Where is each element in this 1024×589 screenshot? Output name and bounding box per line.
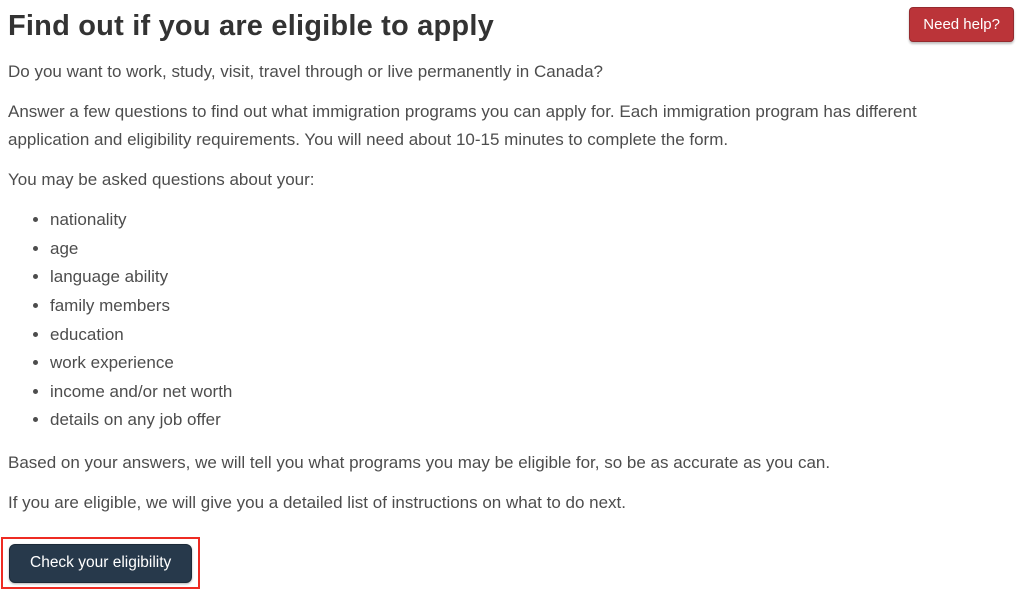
list-item-family-members: • family members [50, 292, 1014, 321]
list-item-income-net-worth: • income and/or net worth [50, 378, 1014, 407]
intro-paragraph: Do you want to work, study, visit, travel through or live permanently in Canada? [8, 62, 603, 82]
check-eligibility-button[interactable]: Check your eligibility [9, 544, 192, 583]
list-item-language-ability: • language ability [50, 263, 1014, 292]
list-item-nationality: • nationality [50, 206, 1014, 235]
list-item-education: • education [50, 321, 1014, 350]
list-item-work-experience: • work experience [50, 349, 1014, 378]
question-topics-list [8, 206, 1014, 435]
highlight-annotation [1, 537, 200, 589]
page-title: Find out if you are eligible to apply [8, 10, 494, 42]
description-paragraph: Answer a few questions to find out what immigration programs you can apply for. Each immigration program has different application and eligibility requirements. You will need about 10-15 minutes to complete the form. [8, 102, 917, 150]
list-item-age: • age [50, 235, 1014, 264]
need-help-button[interactable]: Need help? [909, 7, 1014, 42]
questions-intro-paragraph: You may be asked questions about your: [8, 170, 315, 190]
eligible-note-paragraph: If you are eligible, we will give you a detailed list of instructions on what to do next. [8, 493, 627, 512]
accuracy-note-paragraph: Based on your answers, we will tell you what programs you may be eligible for, so be as accurate as you can. [8, 453, 831, 472]
list-item-job-offer: • details on any job offer [50, 406, 1014, 435]
